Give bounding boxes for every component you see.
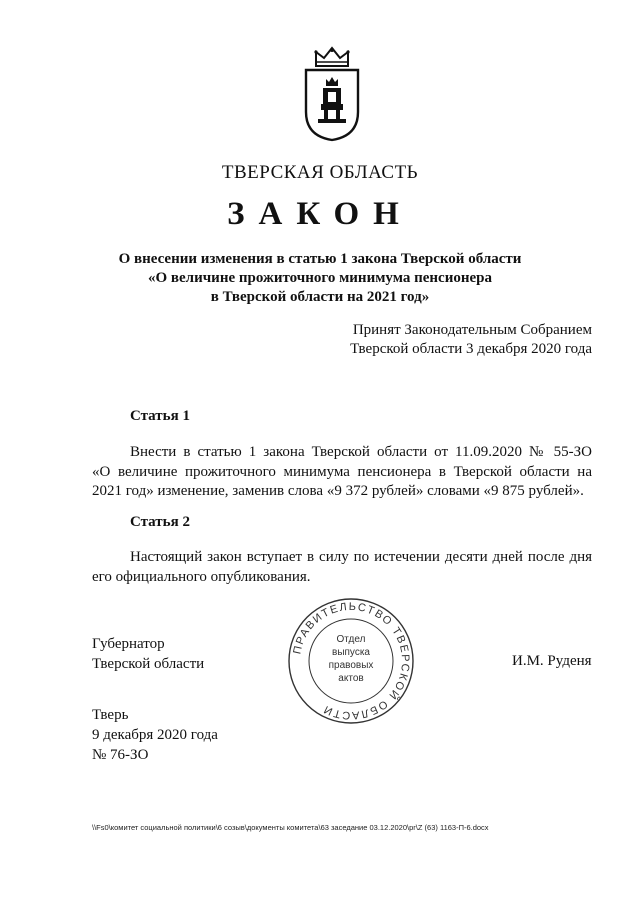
adoption-note [350,321,592,359]
subject-line: в Тверской области на 2021 год» [210,289,430,305]
official-seal [286,596,416,726]
article-1-text [92,443,592,502]
issue-line: № 76-ЗО [92,747,149,763]
article-1-line: «О величине прожиточного минимума пенсионера в Тверской области на [92,463,592,480]
position-line: Тверской области [92,656,205,672]
seal-center-line: правовых [328,660,374,671]
article-2-heading: Статья 2 [130,514,190,530]
issue-line: Тверь [92,707,129,723]
position-line: Губернатор [92,636,165,652]
adoption-line: Тверской области 3 декабря 2020 года [350,341,592,357]
signatory-position [92,634,204,674]
file-path-footer: \\Fs0\комитет социальной политики\6 созыв\документы комитета\63 заседание 03.12.2020\pr\Z (63) 1163-П-6.docx [92,823,489,832]
law-subject [80,250,560,307]
seal-ring-text: ПРАВИТЕЛЬСТВО ТВЕРСКОЙ ОБЛАСТИ [291,600,412,722]
region-title: ТВЕРСКАЯ ОБЛАСТЬ [221,162,419,183]
article-2-text [92,548,592,587]
subject-line: «О величине прожиточного минимума пенсионера [147,270,492,286]
article-2-line: Настоящий закон вступает в силу по истечении десяти дней после дня [130,549,592,565]
document-type-title: ЗАКОН [227,196,413,232]
issue-details [92,705,218,765]
signatory-name: И.М. Руденя [512,653,592,669]
article-1-line: 2021 год» изменение, заменив слова «9 372 рублей» словами «9 875 рублей». [92,483,584,499]
issue-line: 9 декабря 2020 года [92,727,218,743]
article-2-line: его официального опубликования. [92,568,311,585]
seal-center-line: выпуска [332,647,370,658]
seal-center-line: Отдел [336,634,366,645]
adoption-line: Принят Законодательным Собранием [352,322,592,338]
coat-of-arms-emblem [302,46,362,142]
article-1-line: Внести в статью 1 закона Тверской области от 11.09.2020 № 55-ЗО [130,444,592,460]
subject-line: О внесении изменения в статью 1 закона Тверской области [118,251,522,267]
seal-center-line: актов [338,673,364,684]
article-1-heading: Статья 1 [130,408,190,424]
